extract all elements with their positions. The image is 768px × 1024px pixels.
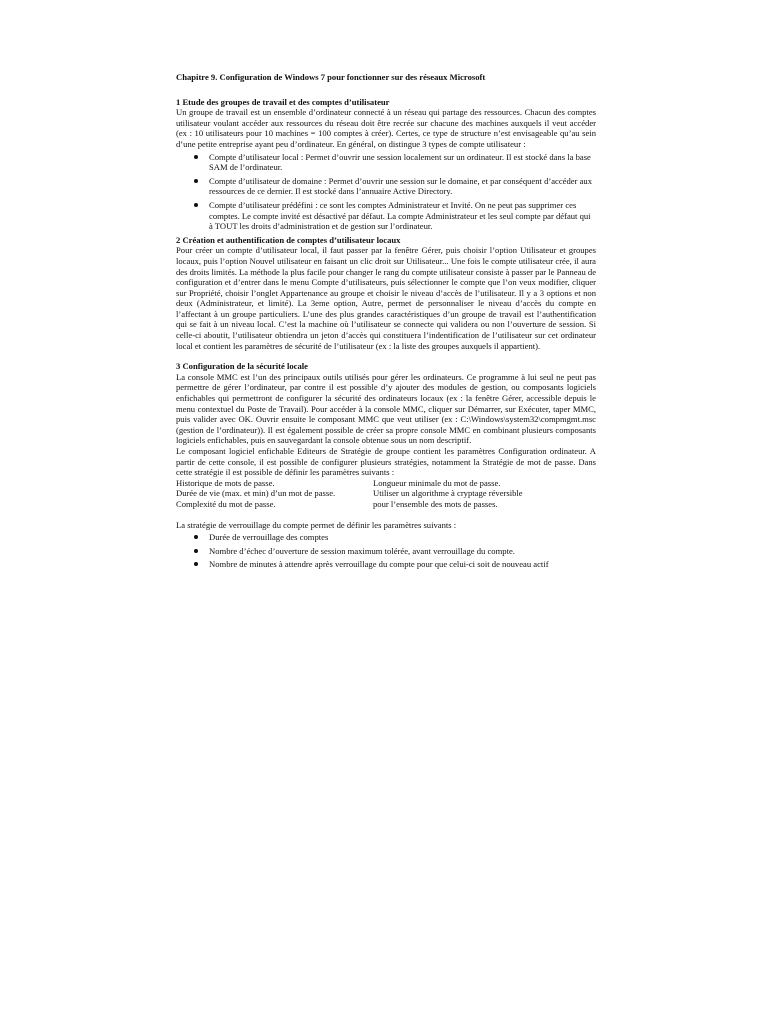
setting-left: Durée de vie (max. et min) d’un mot de passe. bbox=[176, 488, 336, 499]
list-item-text: Nombre de minutes à attendre après verrouillage du compte pour que celui-ci soit de nouveau actif bbox=[209, 559, 549, 570]
setting-right: Longueur minimale du mot de passe. bbox=[373, 477, 501, 488]
list-item-text: Compte d’utilisateur local : Permet d’ouvrir une session localement sur un ordinateur. Il est stocké dans la base SAM de l’ordinateur. bbox=[209, 151, 591, 173]
settings-row bbox=[176, 478, 596, 489]
list-item-text: Compte d’utilisateur prédéfini : ce sont les comptes Administrateur et Invité. On ne peut pas supprimer ces comptes. Le compte invité est désactivé par défaut. La compte Administrateur et les seul compte par défaut qui à TOUT les droits d’administration et de gestion sur l’ordinateur. bbox=[209, 199, 591, 232]
bullet-icon bbox=[194, 562, 198, 566]
document-title: Chapitre 9. Configuration de Windows 7 pour fonctionner sur des réseaux Microsoft bbox=[176, 72, 486, 82]
section-3-paragraph-2: Le composant logiciel enfichable Editeurs de Stratégie de groupe contient les paramètres Configuration ordinateur. A partir de cette console, il est possible de configurer plusieurs stratégies, notamment la Stratégie de mot de passe. Dans cette stratégie il est possible de définir les paramètres suivants : bbox=[176, 446, 596, 478]
bullet-icon bbox=[194, 179, 198, 183]
bullet-icon bbox=[194, 155, 198, 159]
password-settings-list bbox=[176, 478, 596, 510]
section-2-paragraph: Pour créer un compte d’utilisateur local, il faut passer par la fenêtre Gérer, puis choisir l’option Utilisateur et groupes locaux, puis l’option Nouvel utilisateur en faisant un clic droit sur Utilisateur... Une fois le compte utilisateur crée, il aura des droits limités. La méthode la plus facile pour changer le rang du compte utilisateur consiste à passer par le Panneau de configuration et d’entrer dans le menu Compte d’utilisateurs, puis sélectionner le compte que l’on veux modifier, cliquer sur Propriété, choisir l’onglet Appartenance au groupe et choisir le niveau d’accès de l’utilisateur. Il y a 3 options et non deux (Administrateur, et limité). La 3eme option, Autre, permet de personnaliser le niveau d’accès du compte en l’affectant à un groupe particuliers. L’une des plus grandes caractéristiques d’un groupe de travail est l’authentification qui se fait à un niveau local. C’est la machine où l’utilisateur se connecte qui validera ou non l’ouverture de session. Si celle-ci aboutit, l’utilisateur obtiendra un jeton d’accès qui constituera l’indentification de l’utilisateur sur cet ordinateur local et contient les paramètres de sécurité de l’utilisateur (ex : la liste des groupes auxquels il appartient). bbox=[176, 245, 597, 351]
document-page bbox=[176, 72, 596, 573]
setting-right: pour l’ensemble des mots de passes. bbox=[373, 498, 498, 509]
spacer bbox=[176, 510, 596, 520]
spacer bbox=[176, 351, 596, 361]
setting-left: Complexité du mot de passe. bbox=[176, 498, 276, 509]
setting-right: Utiliser un algorithme à cryptage réversible bbox=[373, 488, 523, 499]
section-1-paragraph: Un groupe de travail est un ensemble d’ordinateur connecté à un réseau qui partage des ressources. Chacun des comptes utilisateur voulant accéder aux ressources du réseau doit être recrée sur chacune des machines auxquels il veut accéder (ex : 10 utilisateurs pour 10 machines = 100 comptes à créer). Certes, ce type de structure n’est envisageable qu’au sein d’une petite entreprise ayant peu d’ordinateur. En général, on distingue 3 types de compte utilisateur : bbox=[176, 107, 596, 149]
settings-row bbox=[176, 499, 596, 510]
list-item bbox=[192, 532, 596, 543]
list-item bbox=[192, 546, 596, 557]
section-1-bullet-list bbox=[176, 152, 596, 232]
section-3-heading: 3 Configuration de la sécurité locale bbox=[176, 361, 308, 372]
section-2-heading: 2 Création et authentification de comptes d’utilisateur locaux bbox=[176, 234, 401, 245]
section-1-heading: 1 Etude des groupes de travail et des comptes d’utilisateur bbox=[176, 96, 390, 107]
list-item-text: Compte d’utilisateur de domaine : Permet d’ouvrir une session sur le domaine, et par conséquent d’accéder aux ressources de ce dernier. Il est stocké dans l’annuaire Active Directory. bbox=[209, 175, 593, 197]
section-3-bullet-list bbox=[176, 532, 596, 570]
list-item bbox=[192, 152, 596, 173]
bullet-icon bbox=[194, 549, 198, 553]
settings-row bbox=[176, 488, 596, 499]
list-item-text: Durée de verrouillage des comptes bbox=[209, 532, 329, 543]
list-item bbox=[192, 559, 596, 570]
section-3-paragraph-1: La console MMC est l’un des principaux outils utilisés pour gérer les ordinateurs. Ce programme à lui seul ne peut pas permettre de gérer l’ordinateur, par contre il est possible d’y ajouter des modules de gestion, ou composants logiciels enfichables qui permettront de configurer la sécurité des ordinateurs locaux (ex : la fenêtre Gérer, accessible depuis le menu contextuel du Poste de Travail). Pour accéder à la console MMC, cliquer sur Démarrer, sur Exécuter, taper MMC, puis valider avec OK. Ouvrir ensuite le composant MMC que veut utiliser (ex : C:\Windows\system32\compmgmt.msc (gestion de l’ordinateur)). Il est également possible de créer sa propre console MMC en combinant plusieurs composants logiciels enfichables, puis en sauvegardant la console obtenue sous un nom descriptif. bbox=[176, 371, 596, 446]
list-item bbox=[192, 176, 596, 197]
bullet-icon bbox=[194, 203, 198, 207]
setting-left: Historique de mots de passe. bbox=[176, 477, 275, 488]
section-3-paragraph-3: La stratégie de verrouillage du compte permet de définir les paramètres suivants : bbox=[176, 519, 457, 530]
bullet-icon bbox=[194, 535, 198, 539]
list-item bbox=[192, 200, 596, 232]
list-item-text: Nombre d’échec d’ouverture de session maximum tolérée, avant verrouillage du compte. bbox=[209, 545, 515, 556]
